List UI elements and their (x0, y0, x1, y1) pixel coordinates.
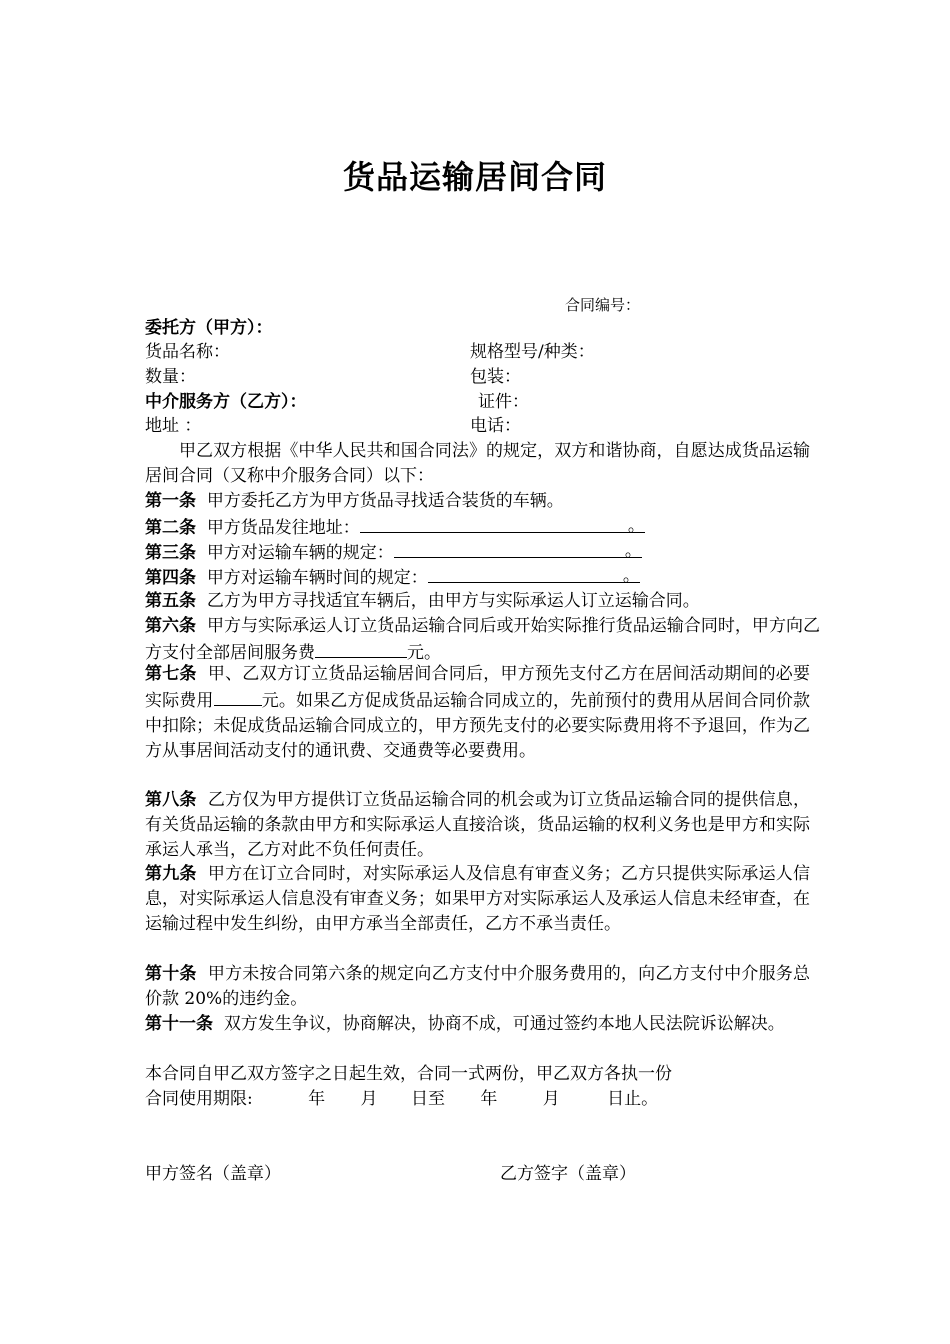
contract-term (145, 1087, 658, 1111)
party-b-label: 中介服务方（乙方）： (145, 392, 307, 412)
spec-label: 规格型号/种类： (470, 342, 595, 362)
fill-blank (360, 514, 645, 536)
intro-paragraph: 甲乙双方根据《中华人民共和国合同法》的规定，双方和谐协商，自愿达成货品运输居间合同（又称中介服务合同）以下： (145, 441, 810, 486)
article-heading: 第九条 (145, 864, 197, 884)
article-4 (145, 564, 640, 590)
article-heading: 第六条 (145, 616, 197, 636)
article-tail: 。 (622, 566, 640, 586)
article-heading: 第十一条 (145, 1014, 213, 1034)
article-heading: 第三条 (145, 543, 196, 563)
quantity-label: 数量： (145, 367, 196, 387)
article-1 (145, 489, 564, 513)
fill-blank (214, 687, 262, 706)
article-text: 甲、乙双方订立货品运输居间合同后，甲方预先支付乙方在居间活动期间的必要实际费用 (145, 664, 811, 711)
term-month2: 月 (542, 1089, 560, 1109)
article-tail: 元。如果乙方促成货品运输合同成立的，先前预付的费用从居间合同价款中扣除；未促成货品运输合同成立的，甲方预先支付的必要实际费用将不予退回，作为乙方从事居间活动支付的通讯费、交通费等必要费用。 (145, 691, 811, 761)
article-tail: 元。 (407, 643, 441, 663)
goods-name-label: 货品名称： (145, 342, 230, 362)
party-b-signature: 乙方签字（盖章） (500, 1164, 636, 1184)
article-6 (145, 614, 820, 666)
article-heading: 第一条 (145, 491, 196, 511)
article-11 (145, 1012, 810, 1037)
article-text: 甲方对运输车辆时间的规定： (206, 568, 428, 588)
term-year1: 年 (308, 1089, 326, 1109)
article-7 (145, 662, 810, 764)
article-2 (145, 514, 645, 540)
article-heading: 第七条 (145, 664, 197, 684)
phone-label: 电话： (470, 416, 521, 436)
article-text: 双方发生争议，协商解决，协商不成，可通过签约本地人民法院诉讼解决。 (223, 1014, 785, 1034)
term-label: 合同使用期限: (145, 1089, 253, 1109)
contract-number-label: 合同编号： (565, 296, 641, 314)
party-a-label: 委托方（甲方）： (145, 318, 273, 338)
article-3 (145, 539, 642, 565)
article-heading: 第四条 (145, 568, 196, 588)
fill-blank (394, 539, 642, 561)
article-text: 甲方对运输车辆的规定： (206, 543, 394, 563)
address-label: 地址 ： (145, 416, 202, 436)
article-text: 甲方货品发往地址： (206, 518, 360, 538)
article-8 (145, 788, 810, 863)
term-day-end: 日止。 (607, 1089, 659, 1109)
article-tail: 。 (624, 541, 642, 561)
article-text: 乙方为甲方寻找适宜车辆后，由甲方与实际承运人订立运输合同。 (206, 591, 700, 611)
article-10 (145, 962, 810, 1012)
article-text: 甲方在订立合同时，对实际承运人及信息有审查义务；乙方只提供实际承运人信息，对实际承运人信息没有审查义务；如果甲方对实际承运人及承运人信息未经审查，在运输过程中发生纠纷，由甲方承当全部责任，乙方不承当责任。 (145, 864, 811, 934)
fill-blank (428, 564, 640, 586)
fill-blank (315, 639, 407, 658)
article-tail: 。 (627, 516, 645, 536)
term-year2: 年 (480, 1089, 498, 1109)
term-month1: 月 (360, 1089, 378, 1109)
article-text: 甲方未按合同第六条的规定向乙方支付中介服务费用的，向乙方支付中介服务总价款 20%的违约金。 (145, 964, 811, 1009)
packaging-label: 包装： (470, 367, 521, 387)
article-9 (145, 862, 810, 937)
article-text: 甲方委托乙方为甲方货品寻找适合装货的车辆。 (206, 491, 564, 511)
article-text: 乙方仅为甲方提供订立货品运输合同的机会或为订立货品运输合同的提供信息，有关货品运输的条款由甲方和实际承运人直接洽谈，货品运输的权利义务也是甲方和实际承运人承当，乙方对此不负任何责任。 (145, 790, 811, 860)
document-title: 货品运输居间合同 (342, 158, 607, 196)
article-heading: 第二条 (145, 518, 196, 538)
article-heading: 第十条 (145, 964, 197, 984)
article-heading: 第五条 (145, 591, 196, 611)
effective-clause: 本合同自甲乙双方签字之日起生效，合同一式两份，甲乙双方各执一份 (145, 1064, 672, 1084)
article-text: 甲方与实际承运人订立货品运输合同后或开始实际推行货品运输合同时，甲方向乙方支付全部居间服务费 (145, 616, 821, 663)
article-heading: 第八条 (145, 790, 197, 810)
article-5 (145, 589, 700, 613)
id-doc-label: 证件： (478, 392, 529, 412)
term-day-to: 日至 (410, 1089, 445, 1109)
party-a-signature: 甲方签名（盖章） (145, 1164, 281, 1184)
